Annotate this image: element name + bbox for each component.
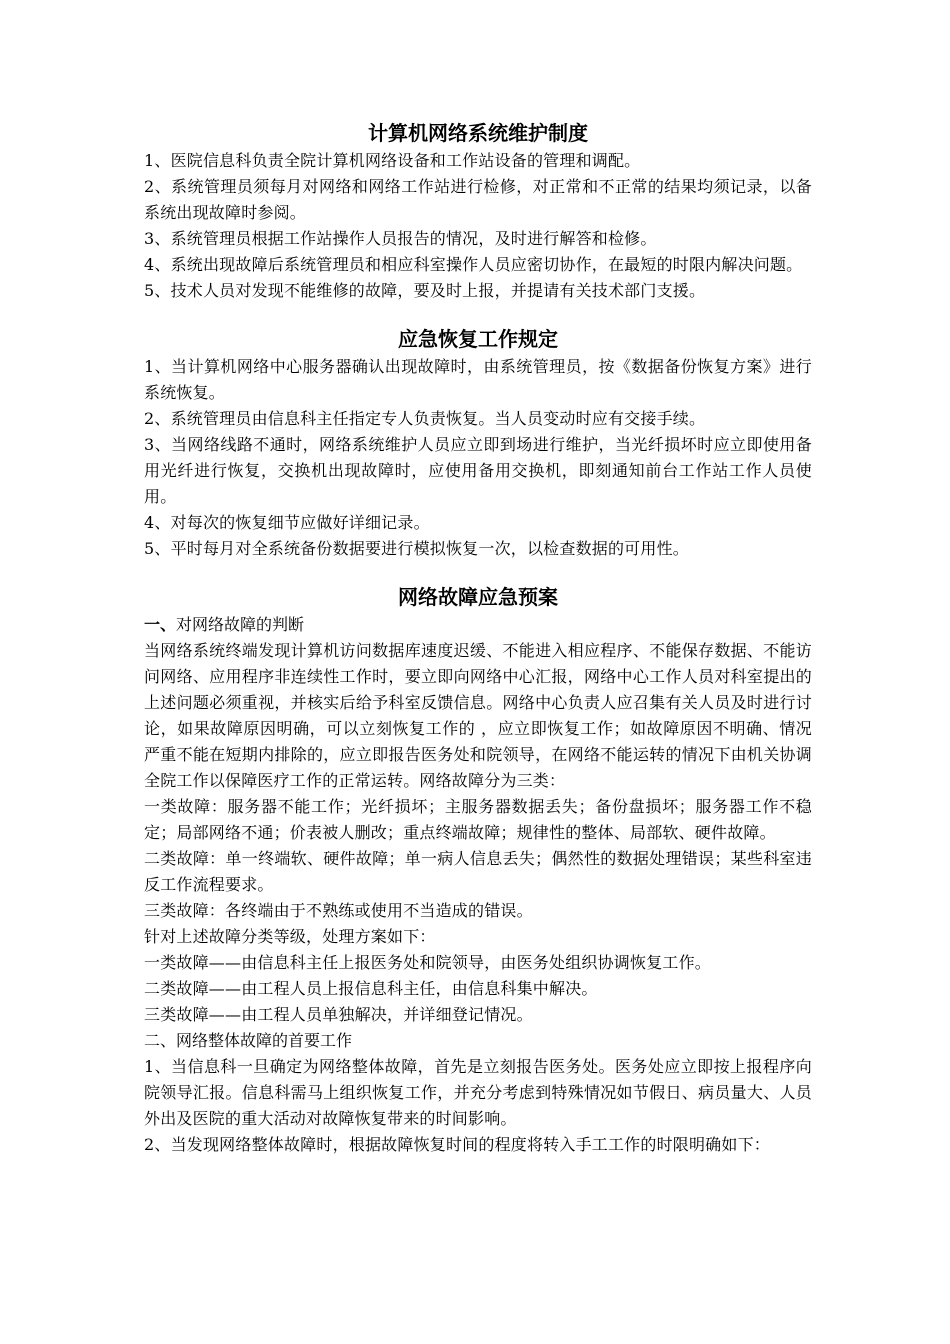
- section-spacer: [144, 304, 812, 324]
- recovery-item-4: 4、对每次的恢复细节应做好详细记录。: [144, 513, 430, 532]
- subheading-overall-fault: 二、网络整体故障的首要工作: [144, 1031, 353, 1050]
- recovery-item-3: 3、当网络线路不通时，网络系统维护人员应立即到场进行维护，当光纤损坏时应立即使用备用光纤进行恢复，交换机出现故障时，应使用备用交换机，即刻通知前台工作站工作人员使用。: [144, 435, 812, 506]
- subheading-fault-judgement: [144, 612, 812, 638]
- section-title-recovery: 应急恢复工作规定: [398, 327, 558, 351]
- section-title-maintenance: 计算机网络系统维护制度: [368, 121, 588, 145]
- subheading-text: 对网络故障的判断: [176, 615, 305, 634]
- plan-paragraph-class-1: 一类故障：服务器不能工作；光纤损坏；主服务器数据丢失；备份盘损坏；服务器工作不稳定；局部网络不通；价表被人删改；重点终端故障；规律性的整体、局部软、硬件故障。: [144, 797, 812, 842]
- subheading-marker: 一、: [144, 615, 177, 634]
- maintenance-item-4: 4、系统出现故障后系统管理员和相应科室操作人员应密切协作，在最短的时限内解决问题。: [144, 255, 803, 274]
- plan-paragraph-handling-2: 二类故障——由工程人员上报信息科主任，由信息科集中解决。: [144, 979, 598, 998]
- recovery-item-1: 1、当计算机网络中心服务器确认出现故障时，由系统管理员，按《数据备份恢复方案》进行系统恢复。: [144, 357, 812, 402]
- overall-fault-item-2: 2、当发现网络整体故障时，根据故障恢复时间的程度将转入手工工作的时限明确如下：: [144, 1135, 770, 1154]
- maintenance-item-3: 3、系统管理员根据工作站操作人员报告的情况，及时进行解答和检修。: [144, 229, 657, 248]
- plan-paragraph-class-2: 二类故障：单一终端软、硬件故障；单一病人信息丢失；偶然性的数据处理错误；某些科室违反工作流程要求。: [144, 849, 812, 894]
- recovery-item-2: 2、系统管理员由信息科主任指定专人负责恢复。当人员变动时应有交接手续。: [144, 409, 706, 428]
- document-page: [144, 118, 812, 1158]
- recovery-item-5: 5、平时每月对全系统备份数据要进行模拟恢复一次，以检查数据的可用性。: [144, 539, 689, 558]
- maintenance-item-5: 5、技术人员对发现不能维修的故障，要及时上报，并提请有关技术部门支援。: [144, 281, 706, 300]
- maintenance-item-2: 2、系统管理员须每月对网络和网络工作站进行检修，对正常和不正常的结果均须记录，以备系统出现故障时参阅。: [144, 177, 812, 222]
- plan-paragraph-overview: 当网络系统终端发现计算机访问数据库速度迟缓、不能进入相应程序、不能保存数据、不能访问网络、应用程序非连续性工作时，要立即向网络中心汇报，网络中心工作人员对科室提出的上述问题必须重视，并核实后给予科室反馈信息。网络中心负责人应召集有关人员及时进行讨论，如果故障原因明确，可以立刻恢复工作的 ，应立即恢复工作；如故障原因不明确、情况严重不能在短期内排除的，应立即报告医务处和院领导，在网络不能运转的情况下由机关协调全院工作以保障医疗工作的正常运转。网络故障分为三类：: [144, 641, 812, 790]
- section-title-emergency-plan: 网络故障应急预案: [398, 585, 558, 609]
- plan-paragraph-handling-3: 三类故障——由工程人员单独解决，并详细登记情况。: [144, 1005, 533, 1024]
- plan-paragraph-handling-1: 一类故障——由信息科主任上报医务处和院领导，由医务处组织协调恢复工作。: [144, 953, 712, 972]
- plan-paragraph-class-3: 三类故障：各终端由于不熟练或使用不当造成的错误。: [144, 901, 533, 920]
- section-spacer: [144, 562, 812, 582]
- overall-fault-item-1: 1、当信息科一旦确定为网络整体故障，首先是立刻报告医务处。医务处应立即按上报程序向院领导汇报。信息科需马上组织恢复工作，并充分考虑到特殊情况如节假日、病员量大、人员外出及医院的重大活动对故障恢复带来的时间影响。: [144, 1057, 812, 1128]
- plan-paragraph-handling-intro: 针对上述故障分类等级，处理方案如下：: [144, 927, 436, 946]
- maintenance-item-1: 1、医院信息科负责全院计算机网络设备和工作站设备的管理和调配。: [144, 151, 641, 170]
